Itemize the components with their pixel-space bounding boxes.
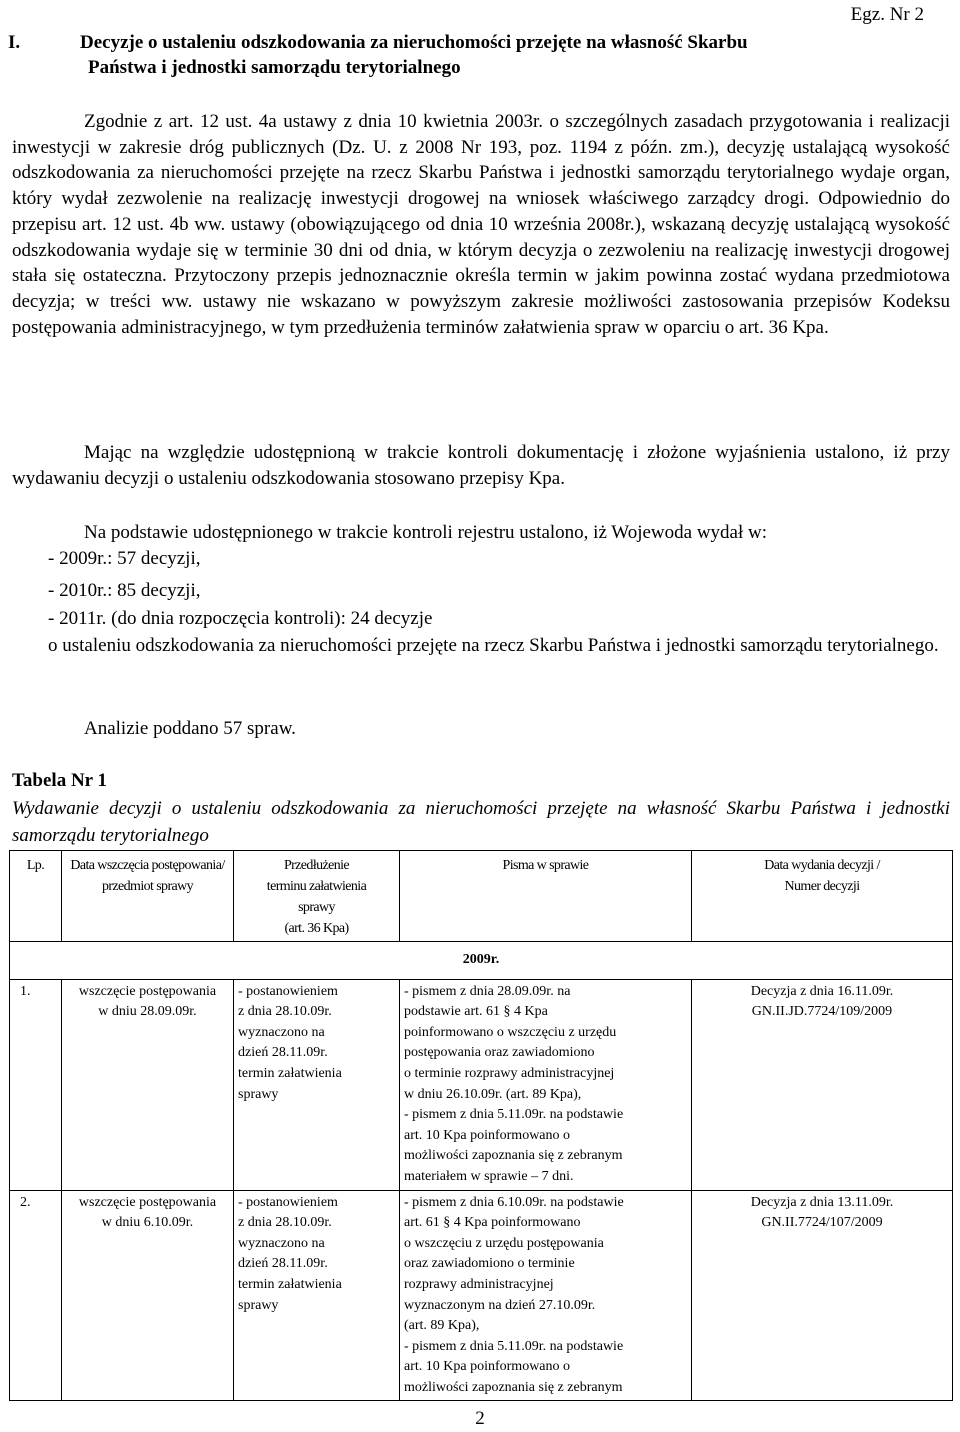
row-letters: - pismem z dnia 28.09.09r. na podstawie art. 61 § 4 Kpa poinformowano o wszczęciu z urzędu postępowania oraz zawiadomiono o terminie rozprawy administracyjnej w dniu 26.10.09r. (art. 89 Kpa), - pismem z dnia 5.11.09r. na podstawie art. 10 Kpa poinformowano o możliwości zapoznania się z zebranym materiałem w sprawie – 7 dni. xyxy=(400,979,692,1190)
header-letters: Pisma w sprawie xyxy=(400,851,692,942)
row-decision: Decyzja z dnia 13.11.09r. GN.II.7724/107/2009 xyxy=(692,1190,953,1401)
row-decision: Decyzja z dnia 16.11.09r. GN.II.JD.7724/109/2009 xyxy=(692,979,953,1190)
header-lp: Lp. xyxy=(10,851,62,942)
list-item-2009: - 2009r.: 57 decyzji, xyxy=(48,548,201,569)
row-lp: 1. xyxy=(10,979,62,1190)
header-extension: Przedłużenie terminu załatwienia sprawy (art. 36 Kpa) xyxy=(234,851,400,942)
analysis-note: Analizie poddano 57 spraw. xyxy=(84,718,296,739)
page-number: 2 xyxy=(475,1408,485,1429)
section-title-line2: Państwa i jednostki samorządu terytorialnego xyxy=(88,57,461,78)
table-title: Tabela Nr 1 xyxy=(12,770,108,791)
row-start: wszczęcie postępowania w dniu 6.10.09r. xyxy=(62,1190,234,1401)
register-intro: Na podstawie udostępnionego w trakcie kontroli rejestru ustalono, iż Wojewoda wydał w: xyxy=(84,522,768,543)
paragraph-legal-basis: Zgodnie z art. 12 ust. 4a ustawy z dnia 10 kwietnia 2003r. o szczególnych zasadach przygotowania i realizacji inwestycji w zakresie dróg publicznych (Dz. U. z 2008 Nr 193, poz. 1194 z późn. zm.), decyzję ustalającą wysokość odszkodowania za nieruchomości przejęte na rzecz Skarbu Państwa i jednostki samorządu terytorialnego wydaje organ, który wydał zezwolenie na realizację inwestycji drogowej na wniosek właściwego zarządcy drogi. Odpowiednio do przepisu art. 12 ust. 4b ww. ustawy (obowiązującego od dnia 10 września 2008r.), wskazaną decyzję ustalającą wysokość odszkodowania wydaje się w terminie 30 dni od dnia, w którym decyzja o zezwoleniu na realizację inwestycji drogowej stała się ostateczna. Przytoczony przepis jednoznacznie określa termin w jakim powinna zostać wydana przedmiotowa decyzja; w treści ww. ustawy nie wskazano w powyższym zakresie możliwości zastosowania przepisów Kodeksu postępowania administracyjnego, w tym przedłużenia terminów załatwienia spraw w oparciu o art. 36 Kpa. xyxy=(12,111,950,338)
register-summary: o ustaleniu odszkodowania za nieruchomości przejęte na rzecz Skarbu Państwa i jednostki samorządu terytorialnego. xyxy=(48,635,939,656)
row-start: wszczęcie postępowania w dniu 28.09.09r. xyxy=(62,979,234,1190)
section-title-line1: Decyzje o ustaleniu odszkodowania za nieruchomości przejęte na własność Skarbu xyxy=(80,32,748,53)
paragraph-kpa-applied: Mając na względzie udostępnioną w trakcie kontroli dokumentację i złożone wyjaśnienia ustalono, iż przy wydawaniu decyzji o ustaleniu odszkodowania stosowano przepisy Kpa. xyxy=(12,442,950,489)
year-row xyxy=(10,942,953,980)
row-lp: 2. xyxy=(10,1190,62,1401)
list-item-2010: - 2010r.: 85 decyzji, xyxy=(48,580,201,601)
row-extension: - postanowieniem z dnia 28.10.09r. wyznaczono na dzień 28.11.09r. termin załatwienia sprawy xyxy=(234,1190,400,1401)
section-heading xyxy=(8,30,948,80)
header-decision: Data wydania decyzji / Numer decyzji xyxy=(692,851,953,942)
decisions-table xyxy=(9,850,953,1401)
copy-number: Egz. Nr 2 xyxy=(850,4,924,25)
section-number: I. xyxy=(8,32,21,53)
header-start-date: Data wszczęcia postępowania/ przedmiot sprawy xyxy=(62,851,234,942)
list-item-2011: - 2011r. (do dnia rozpoczęcia kontroli): 24 decyzje xyxy=(48,608,433,629)
table-header-row xyxy=(10,851,953,942)
year-label: 2009r. xyxy=(10,942,953,980)
row-letters: - pismem z dnia 6.10.09r. na podstawie art. 61 § 4 Kpa poinformowano o wszczęciu z urzędu postępowania oraz zawiadomiono o terminie rozprawy administracyjnej wyznaczonym na dzień 27.10.09r. (art. 89 Kpa), - pismem z dnia 5.11.09r. na podstawie art. 10 Kpa poinformowano o możliwości zapoznania się z zebranym xyxy=(400,1190,692,1401)
table-row xyxy=(10,979,953,1190)
table-row xyxy=(10,1190,953,1401)
table-subtitle: Wydawanie decyzji o ustaleniu odszkodowania za nieruchomości przejęte na własność Skarbu Państwa i jednostki samorządu terytorialnego xyxy=(12,798,950,846)
row-extension: - postanowieniem z dnia 28.10.09r. wyznaczono na dzień 28.11.09r. termin załatwienia sprawy xyxy=(234,979,400,1190)
